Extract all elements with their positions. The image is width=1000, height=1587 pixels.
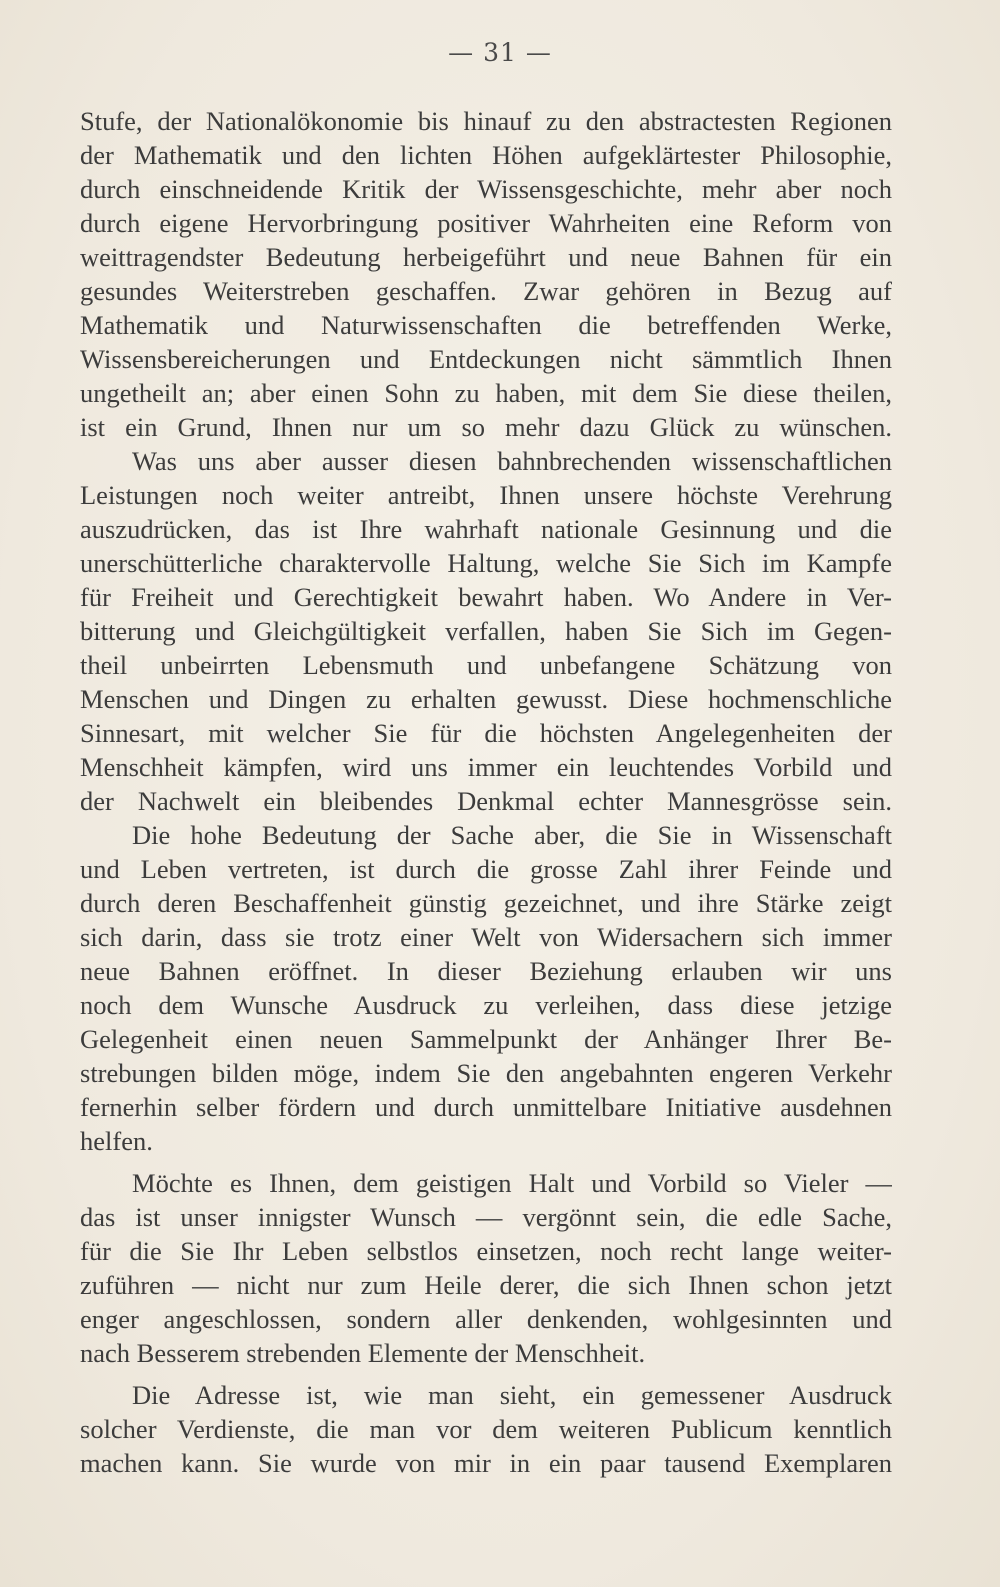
text-line: gesundes Weiterstreben geschaffen. Zwar gehören in Bezug auf [80,276,892,306]
text-line: unerschütterliche charaktervolle Haltung, welche Sie Sich im Kampfe [80,548,892,578]
text-line: für Freiheit und Gerechtigkeit bewahrt haben. Wo Andere in Ver- [80,582,892,612]
text-line: Die hohe Bedeutung der Sache aber, die Sie in Wissenschaft [132,820,892,850]
paragraph [80,818,892,1158]
text-line: Möchte es Ihnen, dem geistigen Halt und Vorbild so Vieler — [132,1168,892,1198]
text-line: enger angeschlossen, sondern aller denkenden, wohlgesinnten und [80,1304,892,1334]
text-line: ungetheilt an; aber einen Sohn zu haben, mit dem Sie diese theilen, [80,378,892,408]
text-line: noch dem Wunsche Ausdruck zu verleihen, dass diese jetzige [80,990,892,1020]
text-line: auszudrücken, das ist Ihre wahrhaft nationale Gesinnung und die [80,514,892,544]
text-line: sich darin, dass sie trotz einer Welt von Widersachern sich immer [80,922,892,952]
paragraph [80,1378,892,1480]
text-line: Die Adresse ist, wie man sieht, ein gemessener Ausdruck [132,1380,892,1410]
text-line: nach Besserem strebenden Elemente der Menschheit. [80,1338,646,1368]
body-text [80,104,892,1480]
text-line: weittragendster Bedeutung herbeigeführt und neue Bahnen für ein [80,242,892,272]
text-line: strebungen bilden möge, indem Sie den angebahnten engeren Verkehr [80,1058,892,1088]
text-line: durch eigene Hervorbringung positiver Wahrheiten eine Reform von [80,208,892,238]
text-line: Stufe, der Nationalökonomie bis hinauf zu den abstractesten Regionen [80,106,892,136]
text-line: Gelegenheit einen neuen Sammelpunkt der Anhänger Ihrer Be- [80,1024,892,1054]
text-line: für die Sie Ihr Leben selbstlos einsetzen, noch recht lange weiter- [80,1236,892,1266]
text-line: fernerhin selber fördern und durch unmittelbare Initiative ausdehnen [80,1092,892,1122]
text-line: durch deren Beschaffenheit günstig gezeichnet, und ihre Stärke zeigt [80,888,892,918]
page-number: — 31 — [448,38,552,67]
text-line: machen kann. Sie wurde von mir in ein paar tausend Exemplaren [80,1448,892,1478]
text-line: und Leben vertreten, ist durch die grosse Zahl ihrer Feinde und [80,854,892,884]
text-line: der Mathematik und den lichten Höhen aufgeklärtester Philosophie, [80,140,892,170]
paragraph [80,1166,892,1370]
text-line: Was uns aber ausser diesen bahnbrechenden wissenschaftlichen [132,446,892,476]
paragraph [80,104,892,444]
text-line: Leistungen noch weiter antreibt, Ihnen unsere höchste Verehrung [80,480,892,510]
text-line: der Nachwelt ein bleibendes Denkmal echter Mannesgrösse sein. [80,786,892,816]
text-line: ist ein Grund, Ihnen nur um so mehr dazu Glück zu wünschen. [80,412,892,442]
text-line: durch einschneidende Kritik der Wissensgeschichte, mehr aber noch [80,174,892,204]
text-line: bitterung und Gleichgültigkeit verfallen, haben Sie Sich im Gegen- [80,616,892,646]
text-line: das ist unser innigster Wunsch — vergönnt sein, die edle Sache, [80,1202,892,1232]
text-line: helfen. [80,1126,153,1156]
text-line: zuführen — nicht nur zum Heile derer, die sich Ihnen schon jetzt [80,1270,892,1300]
text-line: Menschheit kämpfen, wird uns immer ein leuchtendes Vorbild und [80,752,892,782]
text-line: Wissensbereicherungen und Entdeckungen nicht sämmtlich Ihnen [80,344,892,374]
paragraph [80,444,892,818]
text-line: neue Bahnen eröffnet. In dieser Beziehung erlauben wir uns [80,956,892,986]
text-line: Sinnesart, mit welcher Sie für die höchsten Angelegenheiten der [80,718,892,748]
text-line: Mathematik und Naturwissenschaften die betreffenden Werke, [80,310,892,340]
text-line: solcher Verdienste, die man vor dem weiteren Publicum kenntlich [80,1414,892,1444]
text-line: theil unbeirrten Lebensmuth und unbefangene Schätzung von [80,650,892,680]
text-line: Menschen und Dingen zu erhalten gewusst. Diese hochmenschliche [80,684,892,714]
